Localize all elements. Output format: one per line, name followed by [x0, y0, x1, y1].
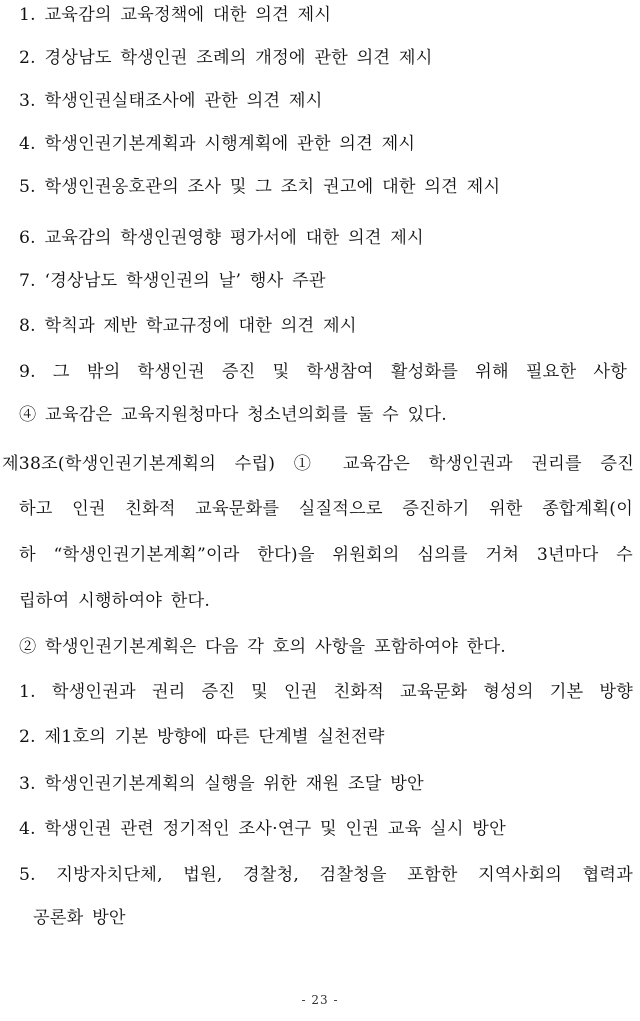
list-item-4: 4. 학생인권기본계획과 시행계획에 관한 의견 제시 — [19, 134, 416, 154]
paragraph-2: ② 학생인권기본계획은 다음 각 호의 사항을 포함하여야 한다. — [19, 637, 506, 657]
plan-item-1: 1. 학생인권과 권리 증진 및 인권 친화적 교육문화 형성의 기본 방향 — [19, 682, 633, 702]
article-38-text-line-4: 립하여 시행하여야 한다. — [19, 591, 211, 611]
list-item-1: 1. 교육감의 교육정책에 대한 의견 제시 — [19, 5, 332, 25]
article-38-heading: 제38조(학생인권기본계획의 수립) ① 교육감은 학생인권과 권리를 증진 — [2, 454, 634, 474]
plan-item-5-continuation: 공론화 방안 — [33, 908, 126, 928]
list-item-2: 2. 경상남도 학생인권 조례의 개정에 관한 의견 제시 — [19, 48, 433, 68]
article-38-text-line-2: 하고 인권 친화적 교육문화를 실질적으로 증진하기 위한 종합계획(이 — [19, 499, 633, 519]
article-38-text-line-3: 하 “학생인권기본계획”이라 한다)을 위원회의 심의를 거쳐 3년마다 수 — [19, 545, 633, 565]
plan-item-3: 3. 학생인권기본계획의 실행을 위한 재원 조달 방안 — [19, 774, 424, 794]
plan-item-4: 4. 학생인권 관련 정기적인 조사·연구 및 인권 교육 실시 방안 — [19, 819, 506, 839]
plan-item-5: 5. 지방자치단체, 법원, 경찰청, 검찰청을 포함한 지역사회의 협력과 — [19, 865, 633, 885]
list-item-8: 8. 학칙과 제반 학교규정에 대한 의견 제시 — [19, 316, 357, 336]
list-item-7: 7. ‘경상남도 학생인권의 날’ 행사 주관 — [19, 271, 326, 291]
paragraph-4: ④ 교육감은 교육지원청마다 청소년의회를 둘 수 있다. — [19, 405, 447, 425]
list-item-5: 5. 학생인권옹호관의 조사 및 그 조치 권고에 대한 의견 제시 — [19, 177, 501, 197]
list-item-3: 3. 학생인권실태조사에 관한 의견 제시 — [19, 91, 323, 111]
list-item-6: 6. 교육감의 학생인권영향 평가서에 대한 의견 제시 — [19, 228, 424, 248]
list-item-9: 9. 그 밖의 학생인권 증진 및 학생참여 활성화를 위해 필요한 사항 — [19, 362, 627, 382]
page-number: - 23 - — [301, 993, 339, 1007]
plan-item-2: 2. 제1호의 기본 방향에 따른 단계별 실천전략 — [19, 727, 385, 747]
